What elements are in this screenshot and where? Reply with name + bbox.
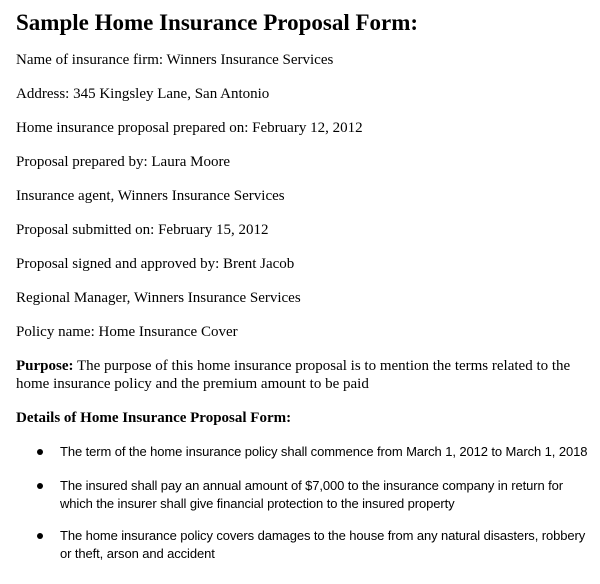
list-item-text: The term of the home insurance policy shall commence from March 1, 2012 to March 1, 2018 (60, 444, 588, 459)
address-line: Address: 345 Kingsley Lane, San Antonio (16, 86, 270, 102)
purpose-paragraph (16, 357, 586, 393)
bullet-icon (37, 449, 43, 455)
policy-name-line: Policy name: Home Insurance Cover (16, 324, 238, 340)
approved-by-line: Proposal signed and approved by: Brent Jacob (16, 256, 295, 272)
prepared-by-line: Proposal prepared by: Laura Moore (16, 154, 231, 170)
list-item-text: The home insurance policy covers damages to the house from any natural disasters, robbery or theft, arson and accident (60, 528, 586, 561)
bullet-icon (37, 533, 43, 539)
submitted-on-line: Proposal submitted on: February 15, 2012 (16, 222, 269, 238)
details-heading: Details of Home Insurance Proposal Form: (16, 410, 292, 426)
purpose-label: Purpose: (16, 358, 74, 374)
bullet-icon (37, 483, 43, 489)
agent-line: Insurance agent, Winners Insurance Services (16, 188, 285, 204)
document-title: Sample Home Insurance Proposal Form: (16, 10, 419, 35)
regional-manager-line: Regional Manager, Winners Insurance Services (16, 290, 301, 306)
insurance-firm-line: Name of insurance firm: Winners Insurance Services (16, 52, 334, 68)
purpose-text: The purpose of this home insurance proposal is to mention the terms related to the home insurance policy and the premium amount to be paid (16, 358, 571, 392)
prepared-on-line: Home insurance proposal prepared on: February 12, 2012 (16, 120, 363, 136)
list-item-text: The insured shall pay an annual amount of $7,000 to the insurance company in return for which the insurer shall give financial protection to the insured property (60, 478, 563, 511)
